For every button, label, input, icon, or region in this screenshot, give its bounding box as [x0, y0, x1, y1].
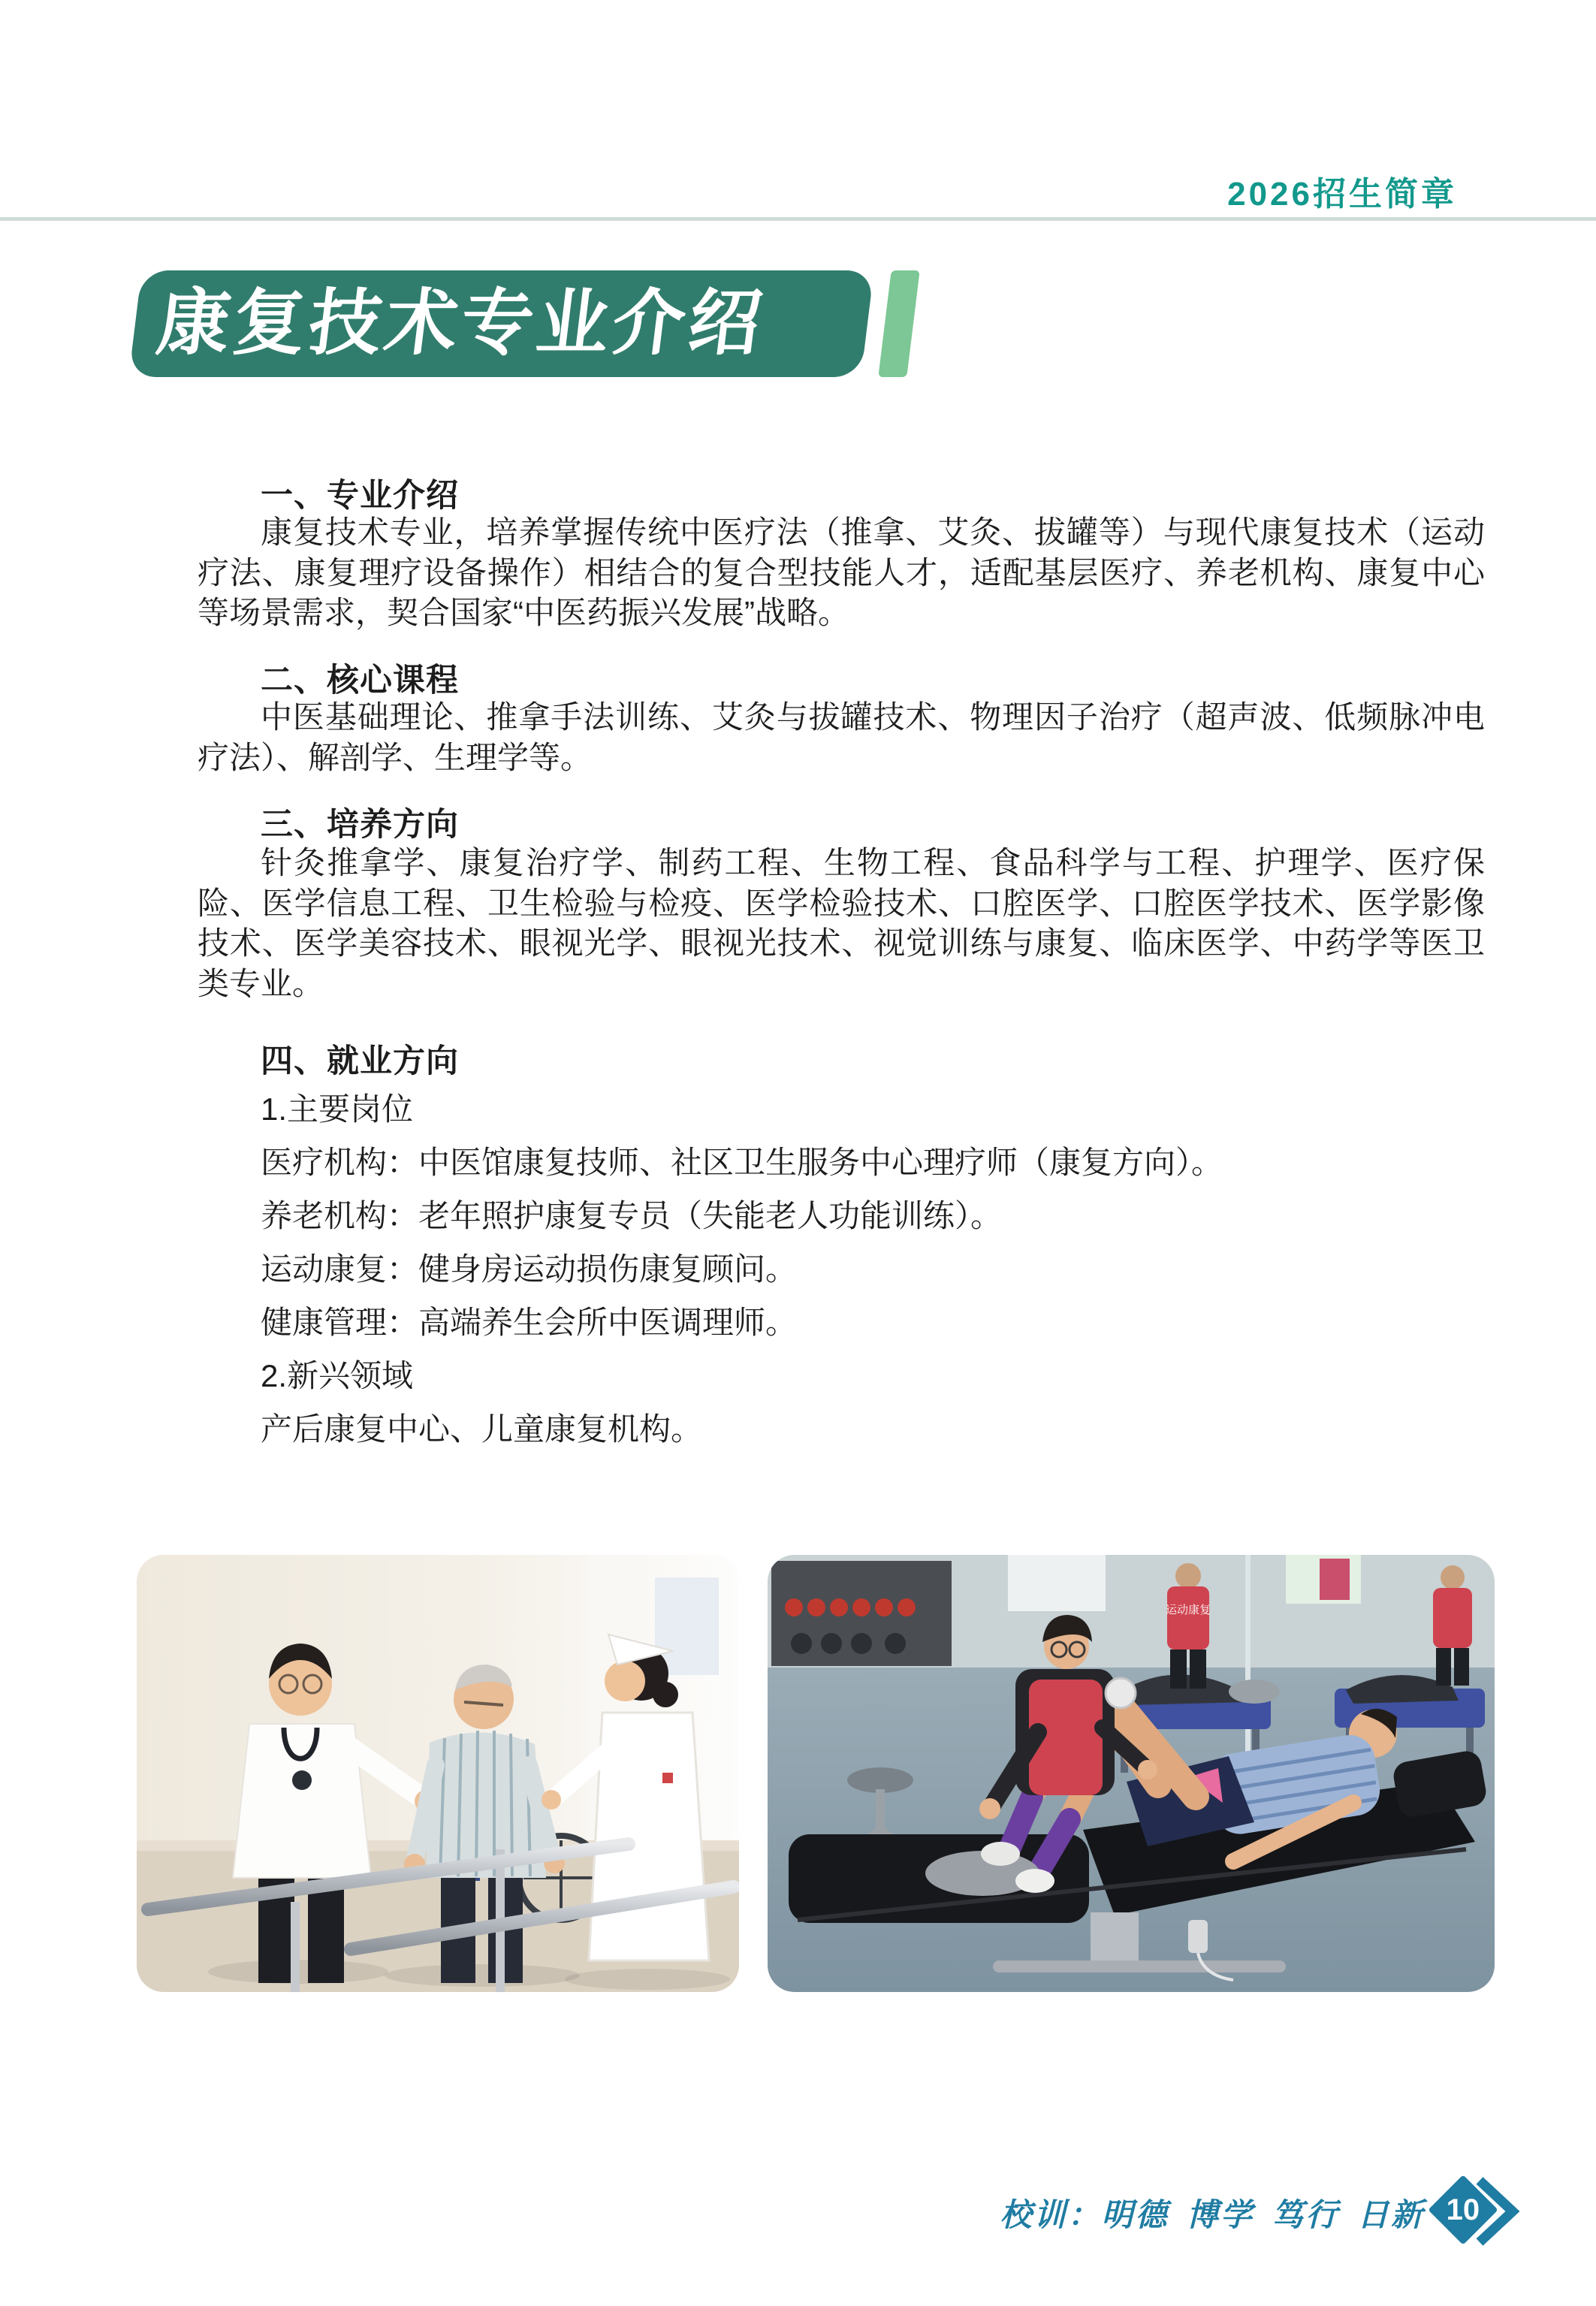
page-title: 康复技术专业介绍 — [152, 283, 770, 364]
job-item-health-mgmt: 健康管理：高端养生会所中医调理师。 — [261, 1305, 798, 1340]
section-2-paragraph: 中医基础理论、推拿手法训练、艾灸与拔罐技术、物理因子治疗（超声波、低频脉冲电疗法）、解剖学、生理学等。 — [198, 699, 1485, 775]
job-item-emerging: 2.新兴领域 — [261, 1358, 414, 1393]
page-number: 10 — [1446, 2193, 1480, 2226]
section-title-banner — [128, 270, 873, 377]
section-3-paragraph: 针灸推拿学、康复治疗学、制药工程、生物工程、食品科学与工程、护理学、医疗保险、医学信息工程、卫生检验与检疫、医学检验技术、口腔医学、口腔医学技术、医学影像技术、医学美容技术、眼视光学、眼视光技术、视觉训练与康复、临床医学、中药学等医卫类专业。 — [198, 845, 1485, 1001]
job-item-main-posts: 1.主要岗位 — [261, 1091, 414, 1127]
massage-device — [1106, 1678, 1136, 1708]
gait-training-illustration — [137, 1555, 739, 1992]
section-1-heading: 一、专业介绍 — [261, 478, 459, 514]
page-number-chevron-icon — [1474, 2175, 1520, 2247]
section-2-heading: 二、核心课程 — [261, 663, 459, 699]
school-motto: 校训：明德 博学 笃行 日新 — [1000, 2199, 1425, 2233]
section-3-heading: 三、培养方向 — [261, 807, 459, 843]
table-remote — [1188, 1920, 1208, 1953]
job-item-emerging-orgs: 产后康复中心、儿童康复机构。 — [261, 1411, 703, 1447]
section-1-paragraph: 康复技术专业，培养掌握传统中医疗法（推拿、艾灸、拔罐等）与现代康复技术（运动疗法、康复理疗设备操作）相结合的复合型技能人才，适配基层医疗、养老机构、康复中心等场景需求，契合国家“中医药振兴发展”战略。 — [198, 515, 1485, 630]
sneaker — [981, 1842, 1020, 1866]
edition-label: 2026招生简章 — [1227, 176, 1457, 213]
job-item-medical: 医疗机构：中医馆康复技师、社区卫生服务中心理疗师（康复方向）。 — [261, 1145, 1223, 1180]
header-gradient-bar — [0, 156, 1596, 221]
hair-bun — [653, 1682, 678, 1707]
nurse-emblem — [662, 1773, 673, 1783]
gait-training-photo — [137, 1555, 739, 1992]
vest-text: 运动康复 — [1165, 1604, 1211, 1616]
sports-rehab-photo — [768, 1555, 1495, 1992]
section-4-heading: 四、就业方向 — [261, 1043, 459, 1079]
job-item-eldercare: 养老机构：老年照护康复专员（失能老人功能训练）。 — [261, 1198, 1003, 1233]
banner-accent-stripe — [878, 270, 919, 377]
job-item-sports-rehab: 运动康复：健身房运动损伤康复顾问。 — [261, 1251, 798, 1287]
sports-rehab-illustration — [768, 1555, 1495, 1992]
